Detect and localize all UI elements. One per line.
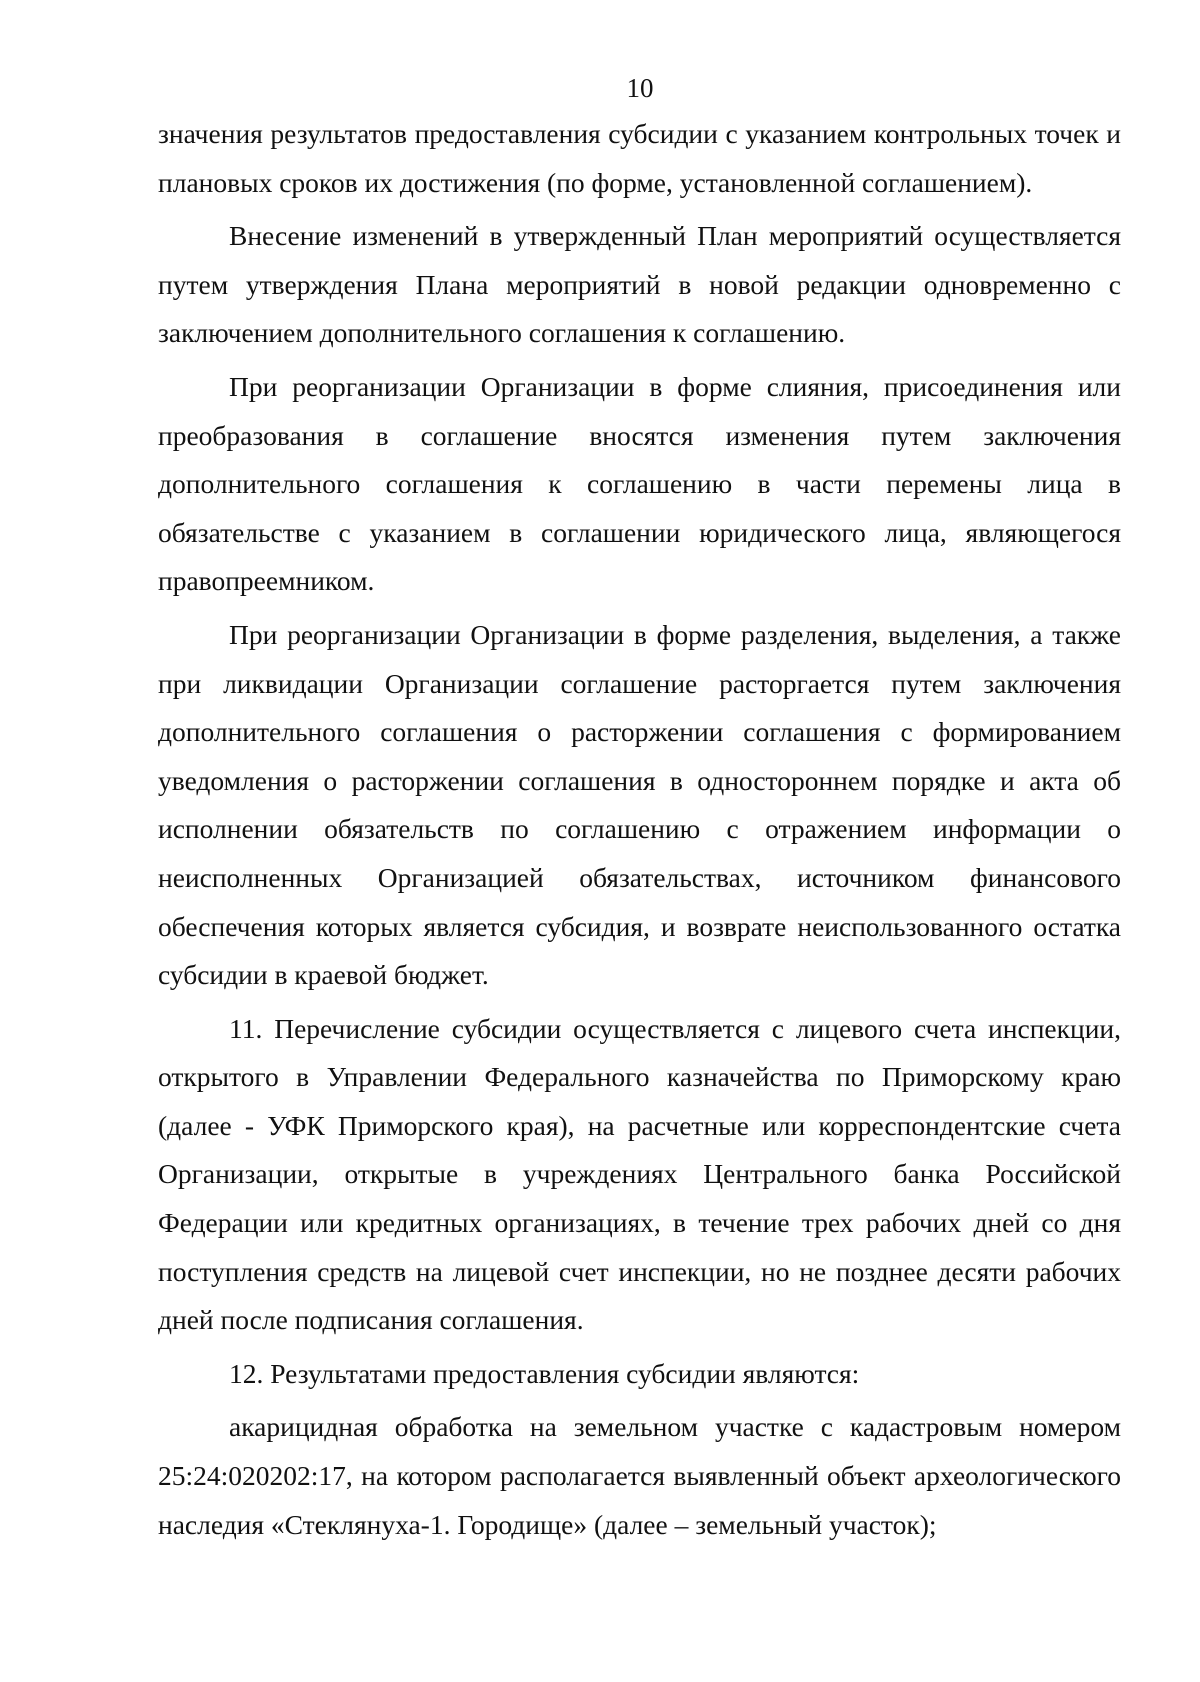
paragraph-plan-changes: Внесение изменений в утвержденный План мероприятий осуществляется путем утверждения Плана мероприятий в новой редакции одновременно с заключением дополнительного соглашения к соглашению. [158,220,1121,349]
paragraph-continuation: значения результатов предоставления субсидии с указанием контрольных точек и плановых сроков их достижения (по форме, установленной соглашением). [158,118,1121,198]
paragraph-acaricidal-treatment: акарицидная обработка на земельном участке с кадастровым номером 25:24:020202:17, на котором располагается выявленный объект археологического наследия «Стеклянуха-1. Городище» (далее – земельный участок); [158,1411,1121,1540]
page-number: 10 [626,73,654,103]
paragraph-clause-12: 12. Результатами предоставления субсидии являются: [229,1357,860,1389]
document-body [158,110,1121,1549]
paragraph-reorganization-merge: При реорганизации Организации в форме слияния, присоединения или преобразования в соглашение вносятся изменения путем заключения дополнительного соглашения к соглашению в части перемены лица в обязательстве с указанием в соглашении юридического лица, являющегося правопреемником. [158,370,1121,597]
paragraph-clause-11: 11. Перечисление субсидии осуществляется с лицевого счета инспекции, открытого в Управлении Федерального казначейства по Приморскому краю (далее - УФК Приморского края), на расчетные или корреспондентские счета Организации, открытые в учреждениях Центрального банка Российской Федерации или кредитных организациях, в течение трех рабочих дней со дня поступления средств на лицевой счет инспекции, но не позднее десяти рабочих дней после подписания соглашения. [158,1012,1121,1336]
paragraph-reorganization-division: При реорганизации Организации в форме разделения, выделения, а также при ликвидации Организации соглашение расторгается путем заключения дополнительного соглашения о расторжении соглашения с формированием уведомления о расторжении соглашения в одностороннем порядке и акта об исполнении обязательств по соглашению с отражением информации о неисполненных Организацией обязательствах, источником финансового обеспечения которых является субсидия, и возврате неиспользованного остатка субсидии в краевой бюджет. [158,618,1121,991]
